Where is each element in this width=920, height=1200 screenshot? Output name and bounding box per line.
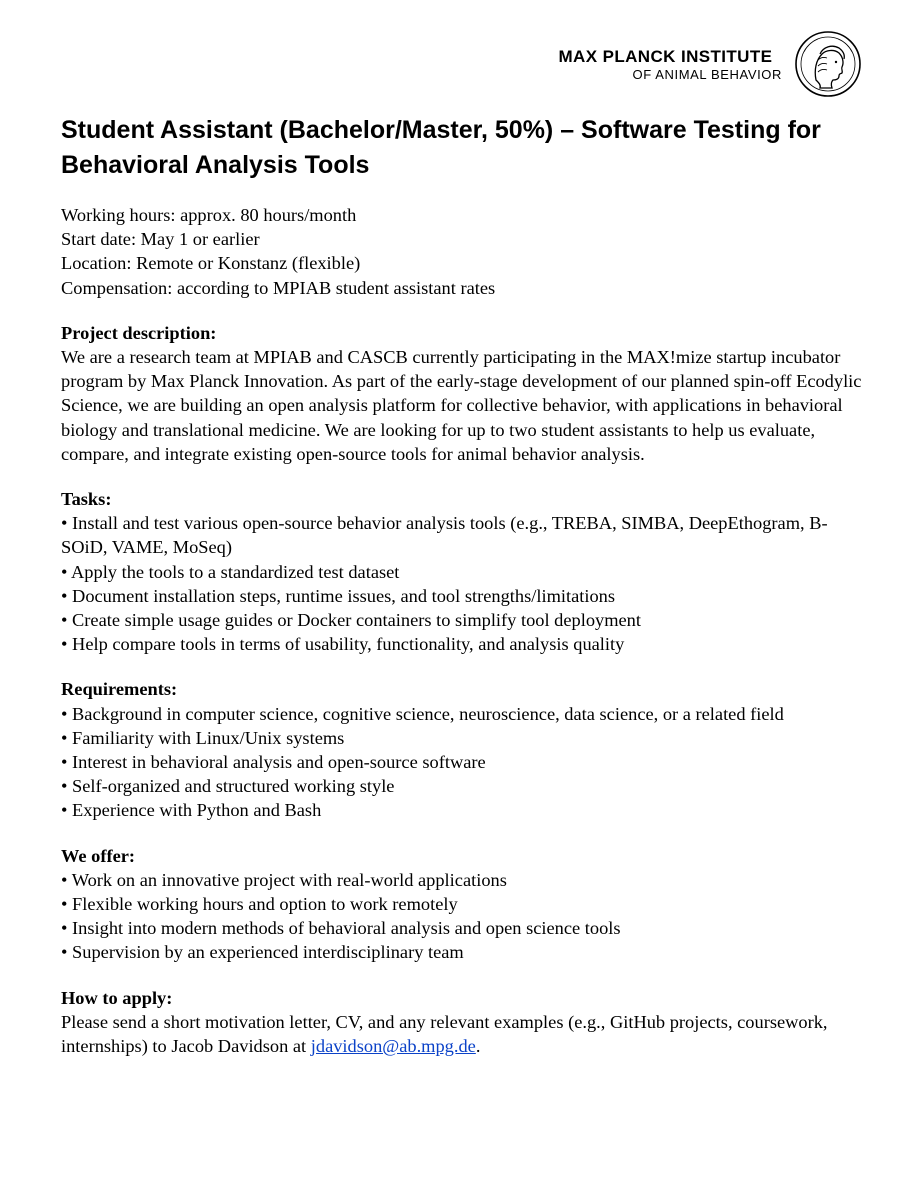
apply-text (61, 1010, 871, 1058)
requirement-item: • Interest in behavioral analysis and open-source software (61, 752, 486, 773)
requirement-item: • Experience with Python and Bash (61, 800, 322, 821)
logo-subtitle: OF ANIMAL BEHAVIOR (632, 66, 782, 82)
apply-heading: How to apply: (61, 987, 173, 1008)
task-item: • Apply the tools to a standardized test dataset (61, 561, 400, 582)
offer-section (61, 844, 871, 965)
job-posting (61, 113, 871, 1079)
offer-heading: We offer: (61, 845, 136, 866)
apply-period: . (475, 1036, 481, 1057)
offer-item: • Supervision by an experienced interdisciplinary team (61, 942, 464, 963)
job-details (61, 203, 871, 300)
offer-item: • Flexible working hours and option to work remotely (61, 894, 458, 915)
logo-text (559, 47, 783, 82)
apply-section (61, 986, 871, 1059)
task-item: • Install and test various open-source behavior analysis tools (e.g., TREBA, SIMBA, DeepEthogram, B-SOiD, VAME, MoSeq) (61, 513, 828, 558)
tasks-section (61, 487, 871, 656)
requirement-item: • Self-organized and structured working style (61, 776, 395, 797)
detail-working-hours: Working hours: approx. 80 hours/month (61, 205, 357, 225)
project-section (61, 321, 871, 466)
detail-compensation: Compensation: according to MPIAB student assistant rates (61, 277, 496, 298)
requirements-heading: Requirements: (61, 679, 178, 700)
project-text: We are a research team at MPIAB and CASCB currently participating in the MAX!mize startup incubator program by Max Planck Innovation. As part of the early-stage development of our planned spin-off Ecodylic Science, we are building an open analysis platform for collective behavior, with applications in behavioral biology and translational medicine. We are looking for up to two student assistants to help us evaluate, compare, and integrate existing open-source tools for animal behavior analysis. (61, 347, 862, 464)
requirements-section (61, 677, 871, 822)
task-item: • Help compare tools in terms of usability, functionality, and analysis quality (61, 634, 625, 655)
logo-name: MAX PLANCK INSTITUTE (558, 46, 773, 66)
page-title: Student Assistant (Bachelor/Master, 50%) – Software Testing for Behavioral Analysis Tools (61, 116, 821, 179)
requirement-item: • Familiarity with Linux/Unix systems (61, 727, 345, 748)
detail-location: Location: Remote or Konstanz (flexible) (61, 253, 361, 274)
apply-instructions: Please send a short motivation letter, CV, and any relevant examples (e.g., GitHub projects, coursework, internships) to Jacob Davidson at (61, 1011, 828, 1057)
email-link[interactable]: jdavidson@ab.mpg.de (310, 1036, 476, 1057)
detail-start-date: Start date: May 1 or earlier (61, 229, 260, 250)
requirement-item: • Background in computer science, cognitive science, neuroscience, data science, or a related field (61, 703, 784, 724)
tasks-heading: Tasks: (61, 489, 112, 510)
project-heading: Project description: (61, 322, 217, 343)
minerva-seal-icon (794, 30, 862, 98)
task-item: • Document installation steps, runtime issues, and tool strengths/limitations (61, 585, 616, 606)
institute-logo (559, 30, 863, 98)
task-item: • Create simple usage guides or Docker containers to simplify tool deployment (61, 610, 641, 631)
offer-item: • Work on an innovative project with real-world applications (61, 869, 507, 890)
offer-item: • Insight into modern methods of behavioral analysis and open science tools (61, 918, 621, 939)
